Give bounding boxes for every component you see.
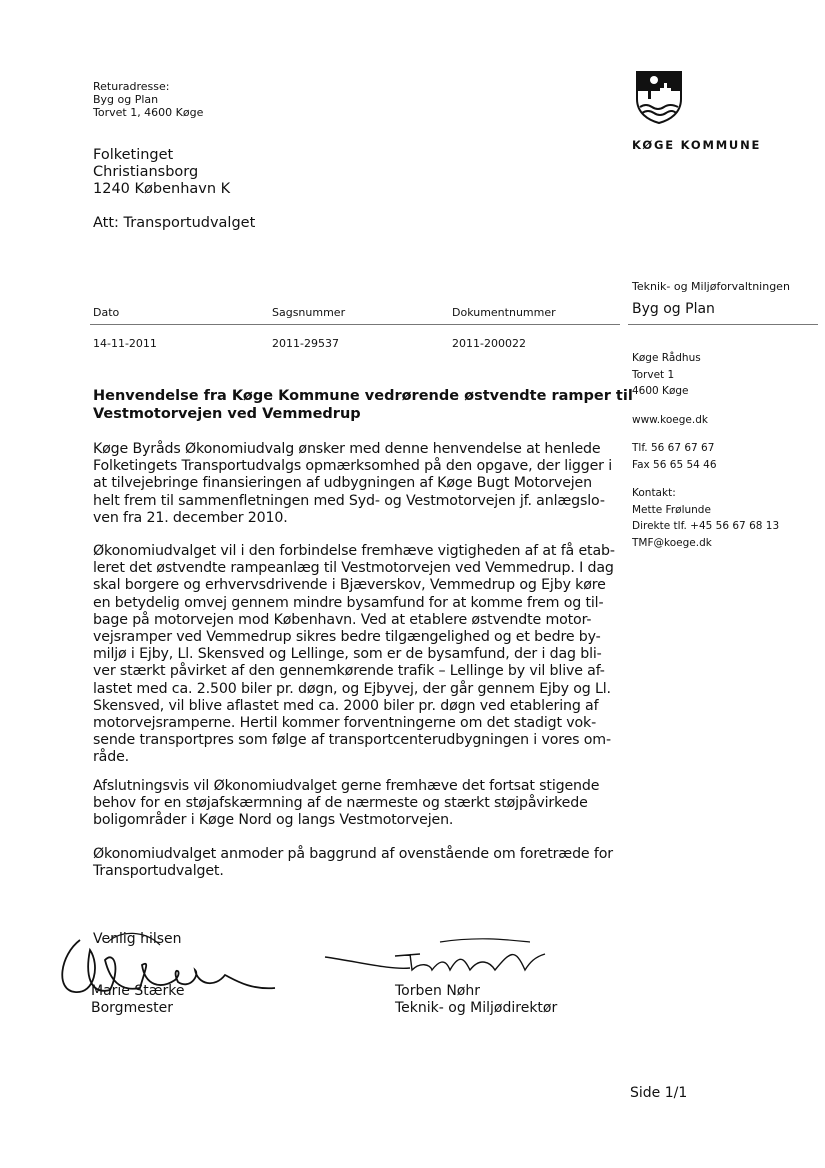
letter-heading: Henvendelse fra Køge Kommune vedrørende østvendte ramper til Vestmotorvejen ved Vemmedrup bbox=[93, 388, 633, 422]
paragraph-2: Økonomiudvalget vil i den forbindelse fremhæve vigtigheden af at få etab- leret det østvendte rampeanlæg til Vestmotorvejen ved Vemmedrup. I dag skal borgere og erhvervsdrivende i Bjæverskov, Vemmedrup og Ejby køre en betydelig omvej gennem mindre bysamfund for at komme frem og til- bage på motorvejen mod København. Ved at etablere østvendte motor- vejsramper ved Vemmedrup sikres bedre tilgængelighed og et bedre by- miljø i Ejby, Ll. Skensved og Lellinge, som er de bysamfund, der i dag bli- ver stærkt påvirket af den gennemkørende trafik – Lellinge by vil blive af- lastet med ca. 2.500 biler pr. døgn, og Ejbyvej, der går gennem Ejby og Ll. Skensved, vil blive aflastet med ca. 2000 biler pr. døgn ved etablering af motorvejsramperne. Hertil kommer forventningerne om det stadigt vok- sende transportpres som følge af transportcenterudbygningen i vores om- råde. bbox=[93, 543, 615, 766]
meta-divider-right bbox=[628, 324, 818, 325]
left-signatory-title: Borgmester bbox=[91, 1000, 173, 1016]
paragraph-1: Køge Byråds Økonomiudvalg ønsker med denne henvendelse at henlede Folketingets Transportudvalgs opmærksomhed på den opgave, der ligger i at tilvejebringe finansieringen af udbygningen af Køge Bugt Motorvejen helt frem til sammenfletningen med Syd- og Vestmotorvejen jf. anlægslo- ven fra 21. december 2010. bbox=[93, 441, 612, 526]
contact-building: Køge Rådhus bbox=[632, 352, 701, 364]
doc-label: Dokumentnummer bbox=[452, 306, 556, 319]
contact-city: 4600 Køge bbox=[632, 385, 689, 397]
page-number: Side 1/1 bbox=[630, 1085, 688, 1101]
meta-divider bbox=[90, 324, 620, 325]
recipient-att: Att: Transportudvalget bbox=[93, 215, 256, 231]
date-value: 14-11-2011 bbox=[93, 337, 157, 350]
recipient-line1: Folketinget bbox=[93, 147, 174, 163]
case-label: Sagsnummer bbox=[272, 306, 346, 319]
contact-label: Kontakt: bbox=[632, 487, 676, 499]
right-signatory-name: Torben Nøhr bbox=[395, 983, 480, 999]
recipient-line2: Christiansborg bbox=[93, 164, 199, 180]
recipient-line3: 1240 København K bbox=[93, 181, 231, 197]
paragraph-4: Økonomiudvalget anmoder på baggrund af ovenstående om foretræde for Transportudvalget. bbox=[93, 846, 613, 880]
return-address-line2: Torvet 1, 4600 Køge bbox=[93, 106, 204, 119]
contact-fax: Fax 56 65 54 46 bbox=[632, 458, 717, 471]
right-signatory-title: Teknik- og Miljødirektør bbox=[395, 1000, 558, 1016]
department-unit: Byg og Plan bbox=[632, 301, 715, 317]
right-signatory bbox=[395, 983, 557, 1017]
paragraph-3: Afslutningsvis vil Økonomiudvalget gerne fremhæve det fortsat stigende behov for en støjafskærmning af de nærmeste og stærkt støjpåvirkede boligområder i Køge Nord og langs Vestmotorvejen. bbox=[93, 778, 600, 829]
municipality-name: KØGE KOMMUNE bbox=[632, 138, 762, 152]
contact-phone: Tlf. 56 67 67 67 bbox=[632, 442, 715, 454]
case-value: 2011-29537 bbox=[272, 337, 339, 350]
recipient-address bbox=[93, 147, 230, 198]
return-address-line1: Byg og Plan bbox=[93, 93, 159, 106]
contact-web[interactable]: www.koege.dk bbox=[632, 413, 708, 426]
contact-street: Torvet 1 bbox=[632, 368, 675, 381]
left-signatory-name: Marie Stærke bbox=[91, 983, 185, 999]
coat-of-arms-icon bbox=[634, 69, 684, 129]
date-label: Dato bbox=[93, 306, 120, 319]
department-admin: Teknik- og Miljøforvaltningen bbox=[632, 280, 790, 293]
contact-email[interactable]: TMF@koege.dk bbox=[632, 536, 712, 549]
return-address bbox=[93, 80, 203, 119]
closing: Venlig hilsen bbox=[93, 931, 182, 947]
contact-block bbox=[632, 350, 779, 551]
return-address-label: Returadresse: bbox=[93, 80, 170, 93]
contact-person: Mette Frølunde bbox=[632, 503, 711, 516]
signature-right bbox=[320, 932, 550, 977]
left-signatory bbox=[91, 983, 184, 1017]
doc-value: 2011-200022 bbox=[452, 337, 526, 350]
contact-direct: Direkte tlf. +45 56 67 68 13 bbox=[632, 520, 780, 532]
